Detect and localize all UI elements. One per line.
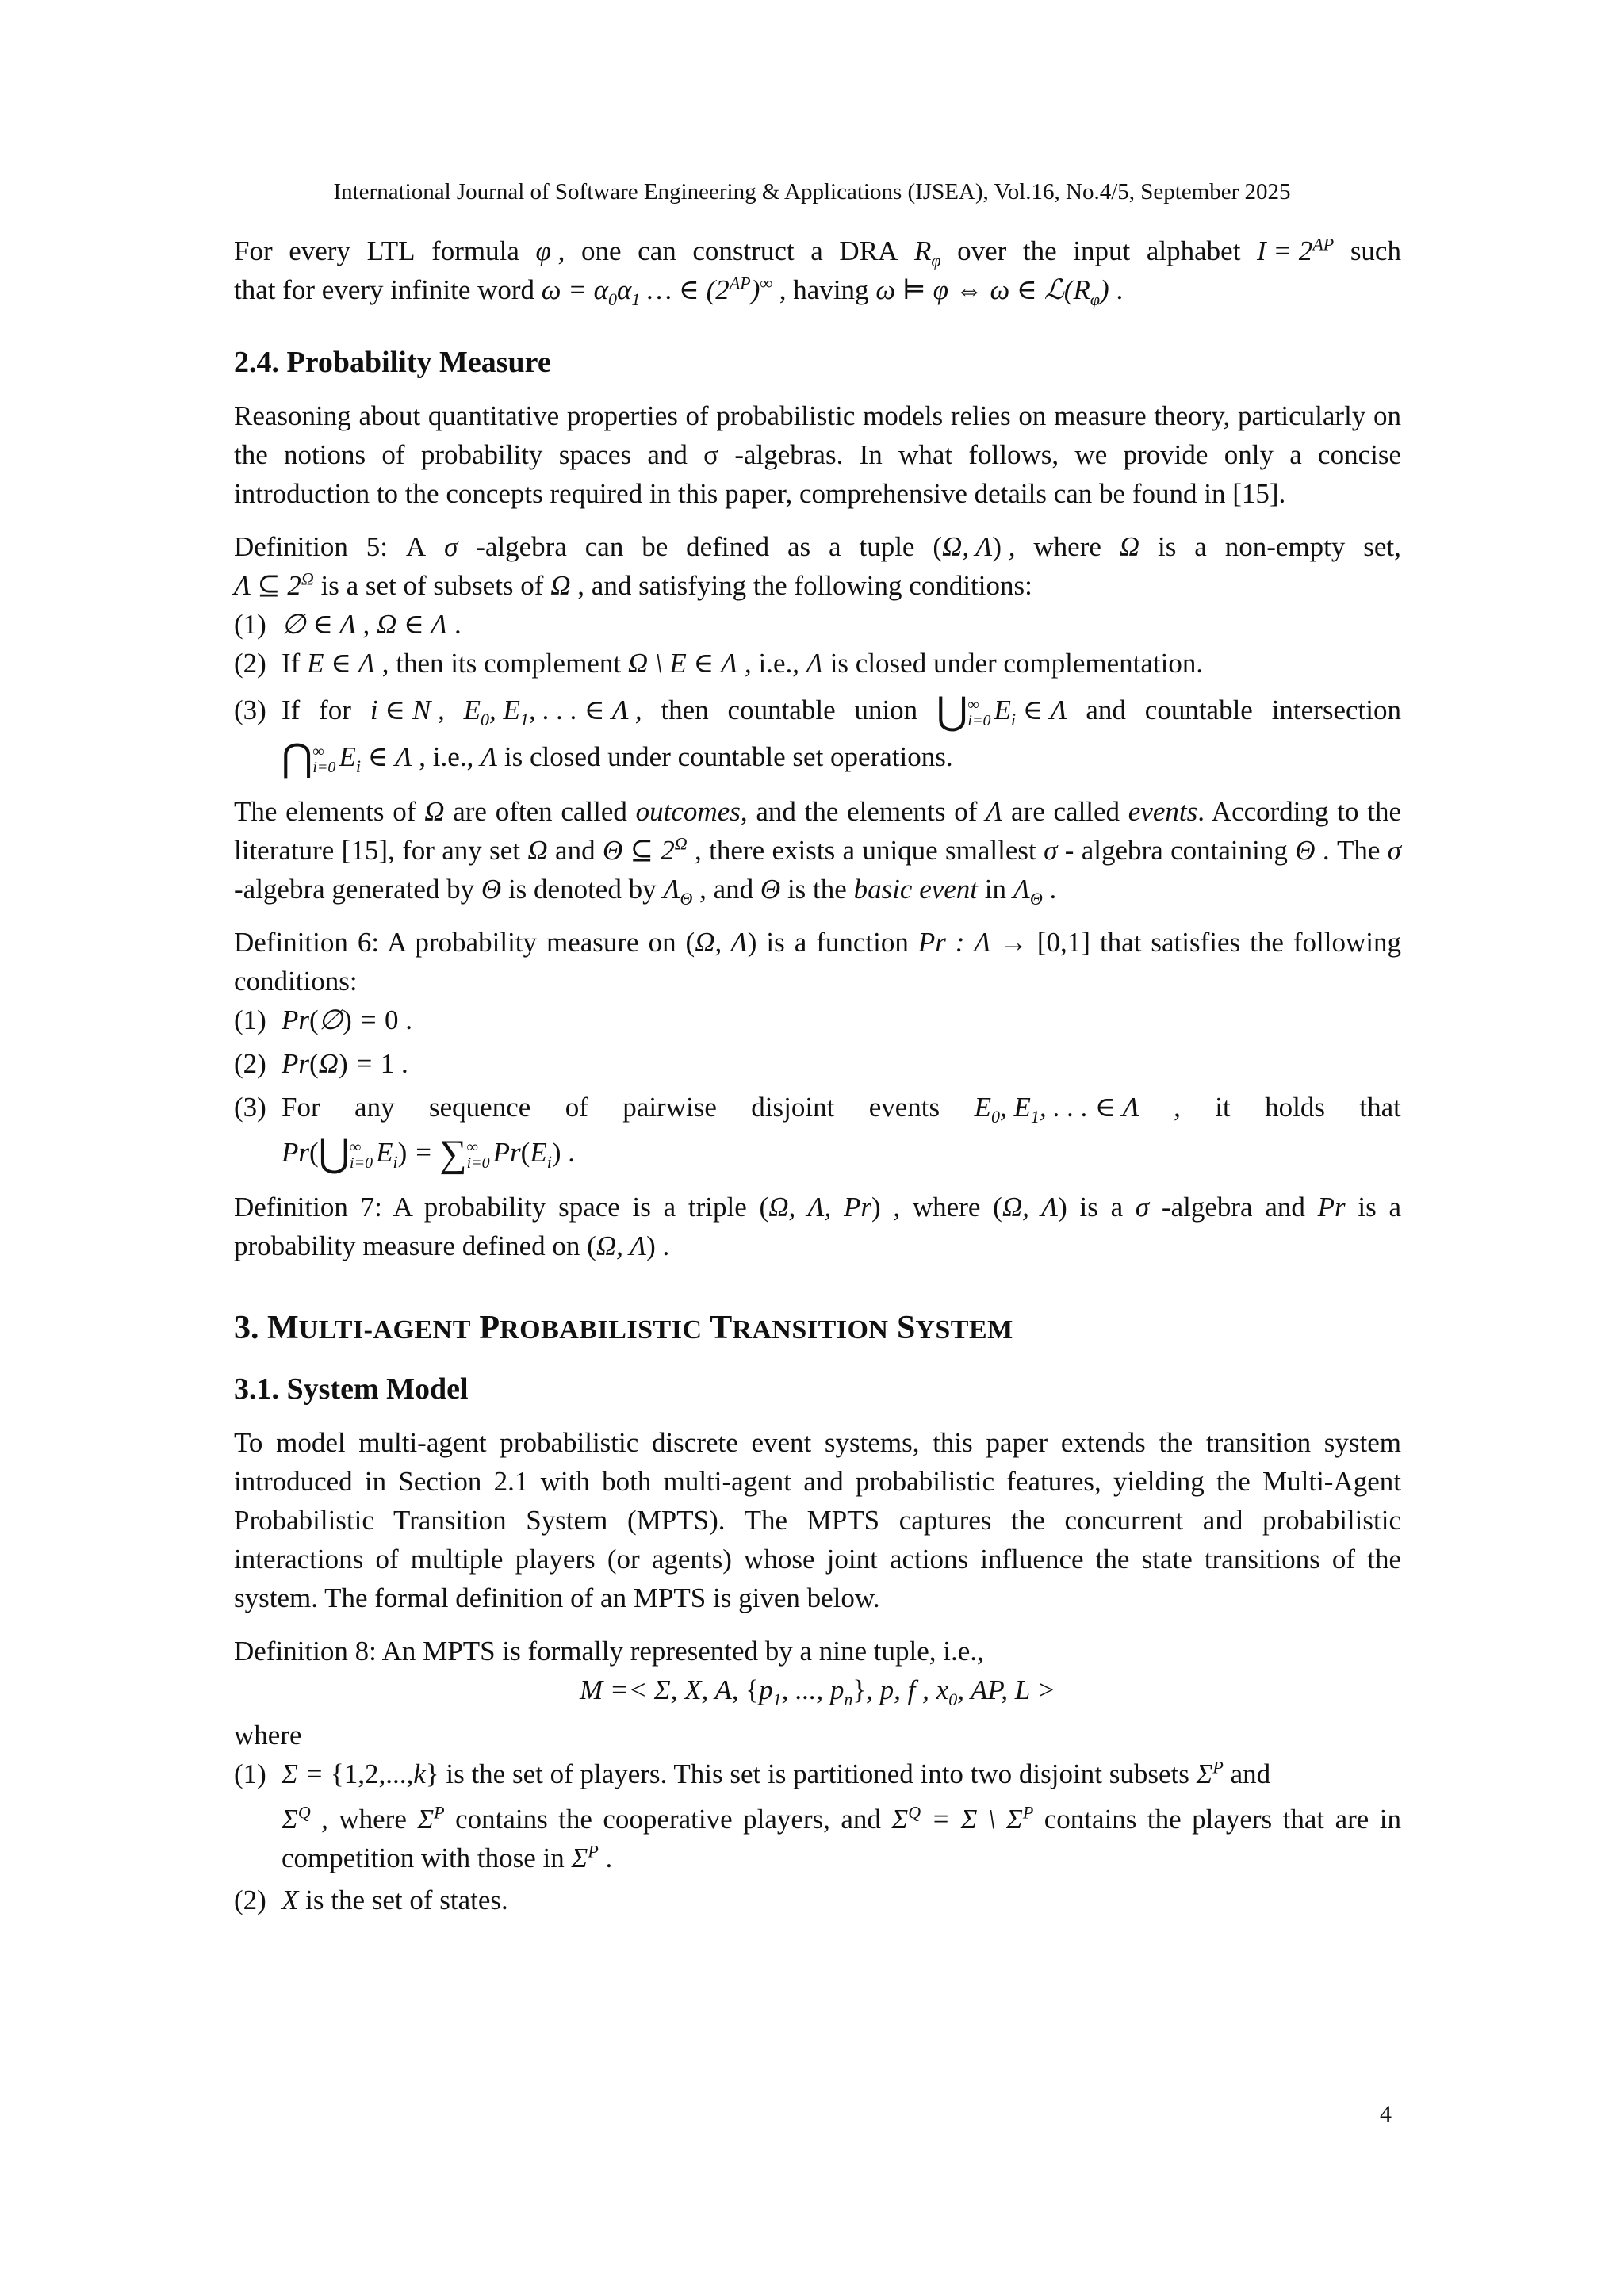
page-number: 4 — [1380, 2101, 1392, 2127]
definition-8 — [234, 1632, 1401, 1919]
def5-condition-1: (1) ∅ ∈ Λ , Ω ∈ Λ . — [234, 609, 462, 640]
intro-line-1: For every LTL formula φ , one can construct a DRA $R_\varphi$ over the input alphabet $I = 2^{AP}$ such — [234, 234, 1401, 270]
def6-condition-3-continued: Pr(⋃∞ i=0 $E_i$) = ∑∞ i=0 $Pr(E_i)$ . — [282, 1133, 575, 1175]
def8-component-1-continued: $\Sigma^Q$ , where $\Sigma^P$ contains the cooperative players, and $\Sigma^Q = \Sigma$ \ $\Sigma^P$ contains the players that are in competition with those in $\Sigma^P$ . — [282, 1802, 1401, 1873]
def5-line-1: Definition 5: A σ -algebra can be defined as a tuple (Ω, Λ) , where Ω is a non-empty set, — [234, 531, 1401, 562]
page-content — [234, 232, 1401, 1934]
def5-condition-2: (2) If E ∈ Λ , then its complement Ω \ E ∈ Λ , i.e., Λ is closed under complementation. — [234, 648, 1204, 679]
section-heading-3-1: 3.1. System Model — [234, 1372, 469, 1406]
def6-condition-3: (3) For any sequence of pairwise disjoint events $E_0$, $E_1$, . . . ∈ Λ , it holds that — [234, 1092, 1401, 1127]
running-head: International Journal of Software Engineering & Applications (IJSEA), Vol.16, No.4/5, September 2025 — [333, 179, 1291, 205]
def8-component-1: (1) Σ = {1,2,...,k} is the set of players. This set is partitioned into two disjoint subsets $\Sigma^P$ and — [234, 1757, 1271, 1789]
section-heading-3: 3. MULTI-AGENT PROBABILISTIC TRANSITION SYSTEM — [234, 1310, 1013, 1346]
def6-condition-2: (2) Pr(Ω) = 1 . — [234, 1048, 408, 1079]
def5-condition-3: (3) If for i ∈ N , $E_0$, $E_1$, . . . ∈ Λ , then countable union ⋃∞ i=0 $E_i$ ∈ Λ and countable intersection — [234, 691, 1401, 733]
paragraph-outcomes-events: The elements of Ω are often called outcomes, and the elements of Λ are called events. According to the literature [15], for any set Ω and Θ ⊆ $2^\Omega$ , there exists a unique smallest σ - algebra containing Θ . The σ -algebra generated by Θ is denoted by $\Lambda_\Theta$ , and Θ is the basic event in $\Lambda_\Theta$ . — [234, 796, 1401, 909]
intro-paragraph — [234, 232, 1401, 309]
def6-intro: Definition 6: A probability measure on (Ω, Λ) is a function Pr : Λ → [0,1] that satisfies the following conditions: — [234, 927, 1401, 997]
def8-tuple: M =< Σ, X, A, {$p_1$, ..., $p_n$}, p, f , $x_0$, AP, L > — [579, 1674, 1056, 1709]
paragraph-measure-theory: Reasoning about quantitative properties of probabilistic models relies on measure theory, particularly on the notions of probability spaces and σ -algebras. In what follows, we provide only a concise introduction to the concepts required in this paper, comprehensive details can be found in [15]. — [234, 400, 1401, 509]
def5-condition-3-continued: ⋂∞ i=0 $E_i$ ∈ Λ , i.e., Λ is closed under countable set operations. — [282, 737, 953, 779]
def5-conditions — [234, 605, 1401, 778]
def5-line-2: Λ ⊆ $2^\Omega$ is a set of subsets of Ω , and satisfying the following conditions: — [234, 568, 1032, 601]
definition-6 — [234, 923, 1401, 1173]
def6-condition-1: (1) Pr(∅) = 0 . — [234, 1004, 412, 1035]
definition-5 — [234, 527, 1401, 778]
definition-7: Definition 7: A probability space is a triple (Ω, Λ, Pr) , where (Ω, Λ) is a σ -algebra and Pr is a probability measure defined on (Ω, Λ) . — [234, 1192, 1401, 1261]
def8-where: where — [234, 1720, 302, 1751]
def8-intro: Definition 8: An MPTS is formally represented by a nine tuple, i.e., — [234, 1636, 984, 1667]
def8-components — [234, 1755, 1401, 1919]
def6-conditions — [234, 1001, 1401, 1173]
paragraph-mpts-intro: To model multi-agent probabilistic discrete event systems, this paper extends the transition system introduced in Section 2.1 with both multi-agent and probabilistic features, yielding the Multi-Agent Probabilistic Transition System (MPTS). The MPTS captures the concurrent and probabilistic interactions of multiple players (or agents) whose joint actions influence the state transitions of the system. The formal definition of an MPTS is given below. — [234, 1427, 1401, 1613]
intro-line-2: that for every infinite word $\omega = \alpha_0\alpha_1$ … ∈ $(2^{AP})^\infty$ , having ω ⊨ φ ⇔ ω ∈ $ℒ(R_\varphi)$ . — [234, 273, 1124, 309]
def8-component-2: (2) X is the set of states. — [234, 1885, 508, 1915]
section-heading-2-4: 2.4. Probability Measure — [234, 346, 551, 379]
